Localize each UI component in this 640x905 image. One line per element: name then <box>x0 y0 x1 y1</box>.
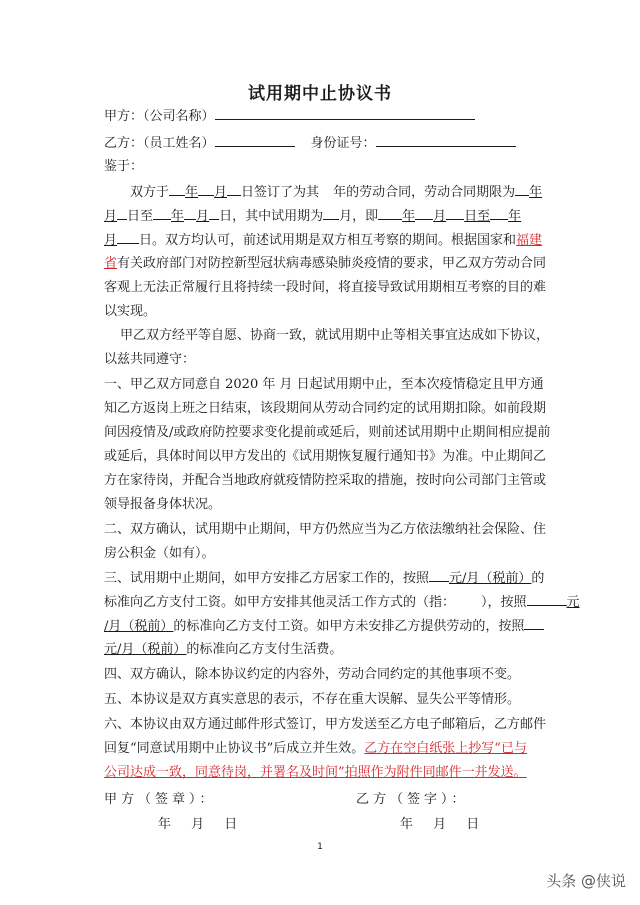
clause-5: 五、本协议是双方真实意思的表示，不存在重大误解、显失公平等情形。 <box>104 692 521 707</box>
p1-text: 年 <box>508 209 522 224</box>
p1-text: 年 <box>529 185 543 200</box>
p2-text: 甲乙双方经平等自愿、协商一致，就试用期中止等相关事宜达成如下协议， <box>120 328 550 343</box>
whereas-label: 鉴于： <box>104 159 144 174</box>
clause-3-text: 的 <box>531 571 545 586</box>
blank[interactable] <box>153 204 171 220</box>
id-number-blank[interactable] <box>376 131 516 147</box>
party-b-label: 乙方：（员工姓名） <box>104 136 215 151</box>
clause-6-line-2 <box>104 737 544 760</box>
p1-line-3 <box>104 228 544 252</box>
p1-text: 年 <box>171 209 185 224</box>
salary-blank[interactable] <box>524 614 544 630</box>
blank[interactable] <box>446 204 464 220</box>
clause-6-text: 回复“同意试用期中止协议书”后成立并生效。 <box>104 741 365 756</box>
salary-unit: /月（税前） <box>104 619 174 634</box>
p1-text: 月 <box>196 209 210 224</box>
blank[interactable] <box>117 228 139 244</box>
blank[interactable] <box>378 204 402 220</box>
id-number-label: 身份证号： <box>310 136 376 151</box>
blank[interactable] <box>117 204 127 220</box>
clause-3-text: 三、试用期中止期间，如甲方安排乙方居家工作的，按照 <box>104 571 430 586</box>
clause-1-line-1: 一、甲乙双方同意自 2020 年 月 日起试用期中止，至本次疫情稳定且甲方通 <box>104 377 544 392</box>
blank[interactable] <box>323 204 339 220</box>
salary-blank[interactable] <box>429 566 449 582</box>
p1-text: 月 <box>104 209 118 224</box>
party-a-line <box>104 104 544 128</box>
page-number: 1 <box>317 842 323 852</box>
clause-6-highlight: 公司达成一致，同意待岗，并署名及时间”拍照作为附件同邮件一并发送。 <box>104 765 527 780</box>
p1-text: 日签订了为其 <box>241 185 320 200</box>
p1-line-4 <box>104 252 547 275</box>
employee-name-blank[interactable] <box>215 131 295 147</box>
clause-3-text: ），按照 <box>481 595 527 610</box>
clause-3-text: 的标准向乙方支付生活费。 <box>186 642 343 657</box>
p1-text: 日。双方均认可，前述试用期是双方相互考察的期间。根据国家和 <box>139 233 517 248</box>
clause-3-line-3 <box>104 614 544 638</box>
clause-2-line-2: 房公积金（如有）。 <box>104 546 215 561</box>
p1-text: 日至 <box>464 209 491 224</box>
clause-6-highlight: 乙方在空白纸张上抄写“已与 <box>364 741 527 756</box>
blank[interactable] <box>490 204 508 220</box>
clause-2-line-1: 二、双方确认，试用期中止期间，甲方仍然应当为乙方依法缴纳社会保险、住 <box>104 522 547 537</box>
party-a-label: 甲方：（公司名称） <box>104 109 215 124</box>
province-highlight: 福建 <box>516 233 543 248</box>
clause-6-line-1: 六、本协议由双方通过邮件形式签订，甲方发送至乙方电子邮箱后，乙方邮件 <box>104 717 547 732</box>
p2-line-1 <box>104 324 550 347</box>
clause-3-line-4 <box>104 638 544 661</box>
clause-1-line-4: 或延后，具体时间以甲方发出的《试用期恢复履行通知书》为准。中止期间乙 <box>104 449 547 464</box>
blank[interactable] <box>415 204 433 220</box>
blank[interactable] <box>184 204 196 220</box>
p1-line-2 <box>104 204 544 228</box>
p1-text: 双方于 <box>130 185 170 200</box>
document-title: 试用期中止协议书 <box>248 84 392 104</box>
clause-1-line-3: 间因疫情及/或政府防控要求变化提前或延后，则前述试用期中止期间相应提前 <box>104 425 551 440</box>
clause-3-line-1 <box>104 566 544 590</box>
clause-3-line-2 <box>104 590 580 614</box>
party-b-line <box>104 131 544 155</box>
salary-blank[interactable] <box>527 590 567 606</box>
blank[interactable] <box>515 180 529 196</box>
p1-year: 年 <box>185 185 199 200</box>
blank[interactable] <box>209 204 219 220</box>
p1-text: 日，其中试用期为 <box>219 209 324 224</box>
clause-1-line-6: 领导报备身体状况。 <box>104 497 222 512</box>
p1-text: 月 <box>433 209 447 224</box>
clause-1-line-2: 知乙方返岗上班之日结束，该段期间从劳动合同约定的试用期扣除。如前段期 <box>104 401 547 416</box>
p1-text: 年的劳动合同，劳动合同期限为 <box>333 185 516 200</box>
clause-3-text: 的标准向乙方支付工资。如甲方未安排乙方提供劳动的，按照 <box>173 619 525 634</box>
province-highlight: 省 <box>104 256 118 271</box>
clause-6-line-3 <box>104 761 544 784</box>
p1-text: 年 <box>402 209 416 224</box>
party-a-date: 年 月 日 <box>158 817 246 832</box>
clause-3-text: 标准向乙方支付工资。如甲方安排其他灵活工作方式的（指： <box>104 595 456 610</box>
salary-unit: 元/月（税前） <box>104 642 187 657</box>
p1-text: 日至 <box>127 209 154 224</box>
p1-text: 有关政府部门对防控新型冠状病毒感染肺炎疫情的要求，甲乙双方劳动合同 <box>117 256 547 271</box>
clause-4: 四、双方确认，除本协议约定的内容外，劳动合同约定的其他事项不变。 <box>104 667 521 682</box>
blank[interactable] <box>198 180 214 196</box>
p1-line-6: 以实现。 <box>104 304 157 319</box>
party-b-date: 年 月 日 <box>400 817 488 832</box>
blank[interactable] <box>169 180 185 196</box>
p1-text: 月 <box>104 233 118 248</box>
p2-line-2: 以兹共同遵守： <box>104 352 196 367</box>
p1-month: 月 <box>214 185 228 200</box>
party-a-signature-label: 甲方（签章）： <box>104 792 217 807</box>
p1-line-1 <box>104 180 544 204</box>
blank[interactable] <box>227 180 241 196</box>
watermark: 头条 @侠说 <box>546 872 626 890</box>
salary-unit: 元/月（税前） <box>449 571 532 586</box>
party-b-signature-label: 乙方（签字）： <box>356 792 469 807</box>
clause-1-line-5: 方在家待岗，并配合当地政府就疫情防控采取的措施，按时向公司部门主管或 <box>104 473 547 488</box>
p1-text: 月，即 <box>339 209 379 224</box>
salary-unit: 元 <box>566 595 580 610</box>
company-name-blank[interactable] <box>215 104 475 120</box>
p1-line-5: 客观上无法正常履行且将持续一段时间，将直接导致试用期相互考察的目的难 <box>104 280 547 295</box>
